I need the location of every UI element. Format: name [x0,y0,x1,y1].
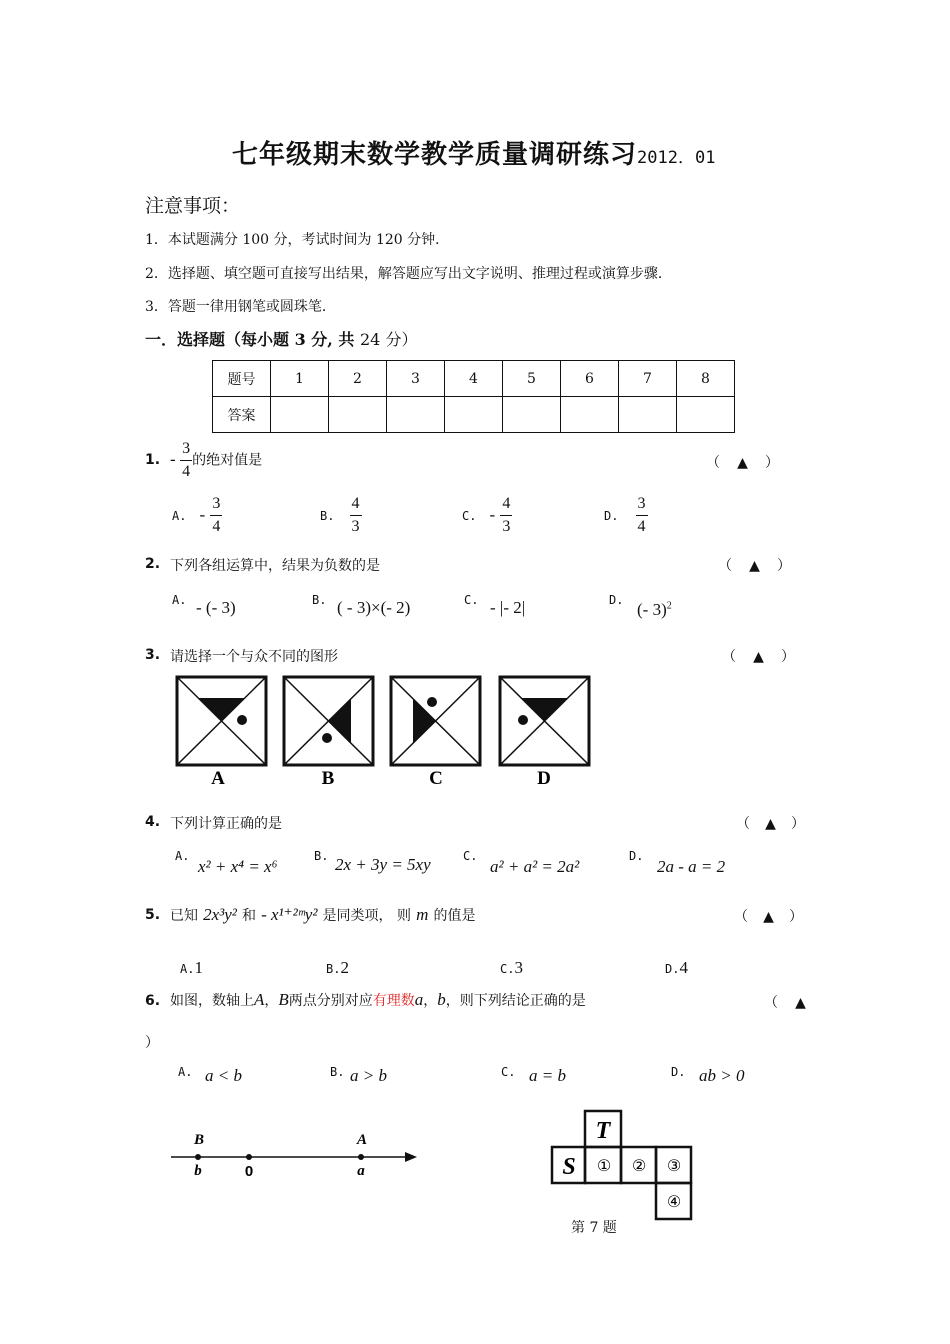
option-letter: A. [172,509,187,523]
q6-a: a [414,990,424,1009]
answer-cell[interactable] [677,397,735,433]
q6-number-line [165,1125,425,1185]
arrow-head-icon [405,1152,417,1162]
q6-comma2: ， [423,993,438,1009]
answer-cell[interactable] [503,397,561,433]
expr-exponent: 2 [666,600,672,612]
paren-close: ） [776,558,791,574]
q1-frac-den: 4 [182,463,191,480]
frac-den: 4 [212,518,221,535]
q6-A: A [254,990,265,1009]
net-label-1: ① [596,1156,612,1175]
frac-num: 3 [636,493,648,516]
frac-den: 3 [502,518,511,535]
q3-text: 请选择一个与众不同的图形 [170,649,338,665]
q2-option-b-expr: ( - 3)×(- 2) [337,598,411,617]
q3-answer-paren [722,646,795,666]
q1-option-b [320,493,362,538]
q6-pre: 如图，数轴上 [170,993,254,1009]
q5-and: 和 [241,908,256,924]
table-label-question-no: 题号 [213,361,271,397]
notice-heading: 注意事项： [145,195,241,217]
q5-post: 的值是 [433,908,476,924]
answer-table-header-row [213,361,735,397]
q2-option-c-letter: C. [464,593,479,607]
q1-frac-num: 3 [180,438,192,461]
frac-num: 4 [350,493,362,516]
figure-a [177,677,266,765]
option-letter: D. [665,962,680,976]
option-letter: B. [320,509,335,523]
answer-cell[interactable] [445,397,503,433]
q5-stem [170,905,475,925]
point-b-dot [195,1154,201,1160]
paren-open: （ [722,649,736,665]
q4-number: 4. [145,814,161,830]
q5-option-b [326,958,349,978]
label-A: A [356,1132,368,1148]
q1-answer-paren [706,452,779,472]
answer-table-answer-row [213,397,735,433]
q6-number: 6. [145,993,161,1009]
q4-option-a-expr: x² + x⁴ = x⁶ [198,857,278,876]
q5-mid: 是同类项， 则 [322,908,411,924]
answer-cell[interactable] [387,397,445,433]
title-date: 2012．01 [637,148,716,168]
triangle-icon: ▲ [763,909,774,925]
q6-option-c-letter: C. [501,1065,516,1079]
q4-option-d-letter: D. [629,849,644,863]
q5-term1: 2x³y² [203,905,237,924]
option-fraction [210,493,222,538]
section-heading [145,327,417,350]
net-label-S: S [562,1154,576,1180]
q6-option-d-expr: ab > 0 [699,1066,745,1085]
table-number: 6 [561,361,619,397]
q1-option-a [172,493,222,538]
figure-label-a: A [211,768,225,789]
option-fraction [500,493,512,538]
option-fraction [636,493,648,538]
q5-var: m [416,905,429,924]
q6-b: b [437,990,446,1009]
triangle-icon: ▲ [795,995,806,1011]
q2-number: 2. [145,556,161,572]
figure-label-b: B [321,768,335,789]
q6-paren-wrap: ） [145,1035,159,1051]
frac-den: 4 [637,518,646,535]
q5-option-d [665,958,688,978]
label-B: B [193,1132,205,1148]
triangle-icon: ▲ [765,816,776,832]
q5-number: 5. [145,907,161,923]
q2-option-a-letter: A. [172,593,187,607]
label-b: b [194,1163,202,1179]
option-value: 2 [340,958,349,977]
q1-text: 的绝对值是 [192,452,263,469]
paren-close: ） [790,816,805,832]
q6-option-a-expr: a < b [205,1066,242,1085]
table-number: 5 [503,361,561,397]
paren-open: （ [736,816,750,832]
q2-answer-paren [718,555,791,575]
option-fraction [350,493,362,538]
q5-option-a [180,958,203,978]
q1-number: 1. [145,452,161,468]
q4-option-c-letter: C. [463,849,478,863]
frac-den: 3 [351,518,360,535]
q1-minus: - [170,449,176,469]
q6-comma1: ， [264,993,279,1009]
q1-option-d [604,493,648,538]
paren-open: （ [734,909,748,925]
q4-option-c-expr: a² + a² = 2a² [490,857,580,876]
q2-option-d-expr [637,600,672,620]
q2-option-a-expr: - (- 3) [196,598,236,617]
point-a-dot [358,1154,364,1160]
q3-figures [170,672,600,792]
q4-option-d-expr: 2a - a = 2 [657,857,726,876]
q4-text: 下列计算正确的是 [170,816,282,832]
origin-dot [246,1154,252,1160]
option-value: 4 [679,958,688,977]
answer-table [212,360,735,433]
figure-label-d: D [537,768,551,789]
option-sign: - [199,505,206,524]
paren-open: （ [718,558,732,574]
table-number: 2 [329,361,387,397]
table-number: 7 [619,361,677,397]
frac-num: 4 [500,493,512,516]
expr-base: (- 3) [637,600,667,619]
paren-open: （ [764,995,778,1011]
net-label-T: T [595,1118,611,1144]
q6-mid: 两点分别对应 [288,993,373,1009]
q5-term2: - x¹⁺²ᵐy² [261,905,318,924]
figure-label-c: C [429,768,443,789]
notice-item-1: 1．本试题满分 100 分，考试时间为 120 分钟． [145,232,450,248]
option-letter: D. [604,509,619,523]
notice-item-3: 3．答题一律用钢笔或圆珠笔． [145,299,336,315]
page-title [232,134,715,171]
section-heading-text: 一．选择题（每小题 3 分, 共 [145,330,360,349]
option-sign: - [489,505,496,524]
q6-option-b-letter: B. [330,1065,345,1079]
title-text: 七年级期末数学教学质量调研练习 [232,140,638,170]
q6-option-d-letter: D. [671,1065,686,1079]
q6-B: B [278,990,289,1009]
answer-cell[interactable] [619,397,677,433]
triangle-icon: ▲ [753,649,764,665]
figure-b [284,677,373,765]
q4-option-a-letter: A. [175,849,190,863]
q6-highlight: 有理数 [372,993,415,1009]
q3-number: 3. [145,647,161,663]
table-number: 8 [677,361,735,397]
section-points: 24 分） [360,330,418,349]
q6-option-a-letter: A. [178,1065,193,1079]
table-label-answer: 答案 [213,397,271,433]
triangle-icon: ▲ [737,455,748,471]
q1-option-c [462,493,512,538]
paren-open: （ [706,455,720,471]
option-value: 3 [514,958,523,977]
net-label-4: ④ [666,1192,682,1211]
q4-answer-paren [736,813,805,833]
q6-post: ，则下列结论正确的是 [445,993,586,1009]
frac-num: 3 [210,493,222,516]
net-label-3: ③ [666,1156,682,1175]
table-number: 3 [387,361,445,397]
q7-cube-net [548,1108,698,1223]
q6-option-b-expr: a > b [350,1066,387,1085]
paren-close: ） [780,649,795,665]
q1-fraction [180,438,192,483]
label-zero: 0 [244,1163,254,1180]
notice-item-2: 2．选择题、填空题可直接写出结果，解答题应写出文字说明、推理过程或演算步骤． [145,266,672,282]
net-label-2: ② [631,1156,647,1175]
q2-option-d-letter: D. [609,593,624,607]
q6-stem [170,990,586,1010]
figure-c [391,677,480,765]
answer-cell[interactable] [271,397,329,433]
answer-cell[interactable] [329,397,387,433]
option-letter: A. [180,962,195,976]
q5-answer-paren [734,906,803,926]
paren-close: ） [788,909,803,925]
answer-cell[interactable] [561,397,619,433]
triangle-icon: ▲ [749,558,760,574]
q4-option-b-expr: 2x + 3y = 5xy [335,855,431,874]
option-letter: B. [326,962,341,976]
q2-option-b-letter: B. [312,593,327,607]
q6-option-c-expr: a = b [529,1066,566,1085]
option-value: 1 [194,958,203,977]
q2-option-c-expr: - |- 2| [490,598,526,617]
table-number: 1 [271,361,329,397]
q5-option-c [500,958,523,978]
option-letter: C. [462,509,477,523]
q6-answer-paren-start [764,992,806,1012]
figure-d [500,677,589,765]
q7-caption: 第 7 题 [571,1220,617,1236]
paren-close: ） [764,455,779,471]
table-number: 4 [445,361,503,397]
label-a: a [357,1163,365,1179]
q2-text: 下列各组运算中，结果为负数的是 [170,558,380,574]
q1-stem [170,438,262,483]
q4-option-b-letter: B. [314,849,329,863]
q5-pre: 已知 [170,908,198,924]
option-letter: C. [500,962,515,976]
